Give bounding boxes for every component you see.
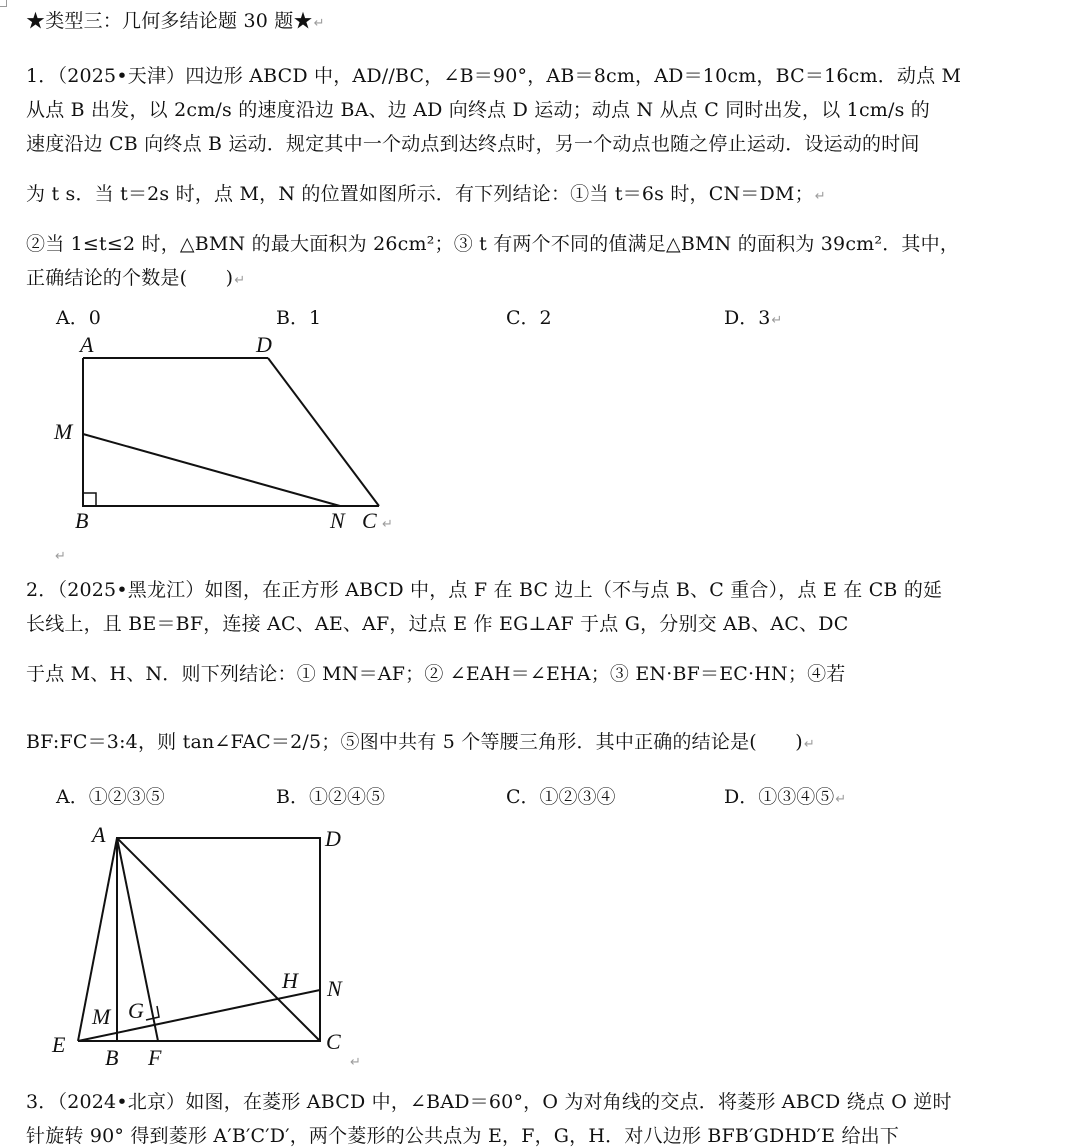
q2-option-b: B．①②④⑤ (276, 786, 385, 808)
q1-line-6: 正确结论的个数是( )↵ (26, 267, 246, 289)
page-corner-mark (0, 0, 7, 7)
q1-trapezoid-figure (40, 330, 400, 540)
q2-label-c: C (326, 1029, 341, 1054)
q3-line-1: 3．（2024•北京）如图，在菱形 ABCD 中，∠BAD＝60°，O 为对角线的交点．将菱形 ABCD 绕点 O 逆时 (26, 1091, 952, 1113)
q1-option-c: C．2 (506, 307, 552, 329)
q2-label-m: M (92, 1004, 111, 1029)
q1-line-3: 速度沿边 CB 向终点 B 运动．规定其中一个动点到达终点时，另一个动点也随之停止运动．设运动的时间 (26, 133, 920, 155)
q2-option-d: D．①③④⑤↵ (724, 786, 847, 808)
q1-line-4: 为 t s．当 t＝2s 时，点 M，N 的位置如图所示．有下列结论：①当 t＝6s 时，CN＝DM；↵ (26, 183, 826, 205)
q2-option-c: C．①②③④ (506, 786, 616, 808)
q2-label-b: B (105, 1045, 119, 1070)
q1-option-a: A．0 (56, 307, 101, 329)
q1-option-b: B．1 (276, 307, 322, 329)
q2-line-2: 长线上，且 BE＝BF，连接 AC、AE、AF，过点 E 作 EG⊥AF 于点 G，分别交 AB、AC、DC (26, 613, 849, 635)
q1-line-1: 1．（2025•天津）四边形 ABCD 中，AD//BC，∠B＝90°，AB＝8cm，AD＝10cm，BC＝16cm．动点 M (26, 65, 962, 87)
q2-option-a: A．①②③⑤ (56, 786, 165, 808)
q2-square-figure (40, 812, 380, 1072)
q1-edge-dc (268, 358, 379, 506)
q2-label-f: F (148, 1045, 162, 1070)
empty-paragraph: ↵ (55, 549, 67, 564)
q1-option-d: D．3↵ (724, 307, 783, 329)
q1-label-d: D (256, 332, 272, 357)
q2-line-4: BF:FC＝3:4，则 tan∠FAC＝2/5；⑤图中共有 5 个等腰三角形．其中正确的结论是( )↵ (26, 731, 815, 753)
q2-segment-en (78, 990, 320, 1041)
q2-label-n: N (327, 976, 342, 1001)
q1-right-angle-mark (83, 493, 96, 506)
q2-label-d: D (325, 826, 341, 851)
q2-label-e: E (52, 1032, 66, 1057)
q1-label-b: B (75, 508, 89, 533)
q1-label-a: A (80, 332, 94, 357)
q2-line-3: 于点 M、H、N．则下列结论：① MN＝AF；② ∠EAH＝∠EHA；③ EN·BF＝EC·HN；④若 (26, 663, 846, 685)
q3-line-2: 针旋转 90° 得到菱形 A′B′C′D′，两个菱形的公共点为 E，F，G，H．对八边形 BFB′GDHD′E 给出下 (26, 1125, 900, 1147)
q1-edge-ab-bc (83, 358, 379, 506)
q2-label-h: H (282, 968, 298, 993)
q1-figure-return-mark: ↵ (382, 517, 393, 532)
q1-label-m: M (54, 419, 73, 444)
q1-line-2: 从点 B 出发，以 2cm/s 的速度沿边 BA、边 AD 向终点 D 运动；动点 N 从点 C 同时出发，以 1cm/s 的 (26, 99, 930, 121)
q2-label-g: G (128, 998, 144, 1023)
section-title: ★类型三：几何多结论题 30 题★↵ (26, 10, 325, 32)
q1-label-n: N (330, 508, 345, 533)
q1-line-5: ②当 1≤t≤2 时，△BMN 的最大面积为 26cm²；③ t 有两个不同的值满足△BMN 的面积为 39cm²．其中， (26, 233, 960, 255)
q2-line-1: 2．（2025•黑龙江）如图，在正方形 ABCD 中，点 F 在 BC 边上（不与点 B、C 重合），点 E 在 CB 的延 (26, 579, 943, 601)
q1-segment-mn (83, 434, 340, 506)
q2-figure-return-mark: ↵ (350, 1055, 361, 1070)
q1-label-c: C (362, 508, 377, 533)
q2-label-a: A (92, 822, 106, 847)
